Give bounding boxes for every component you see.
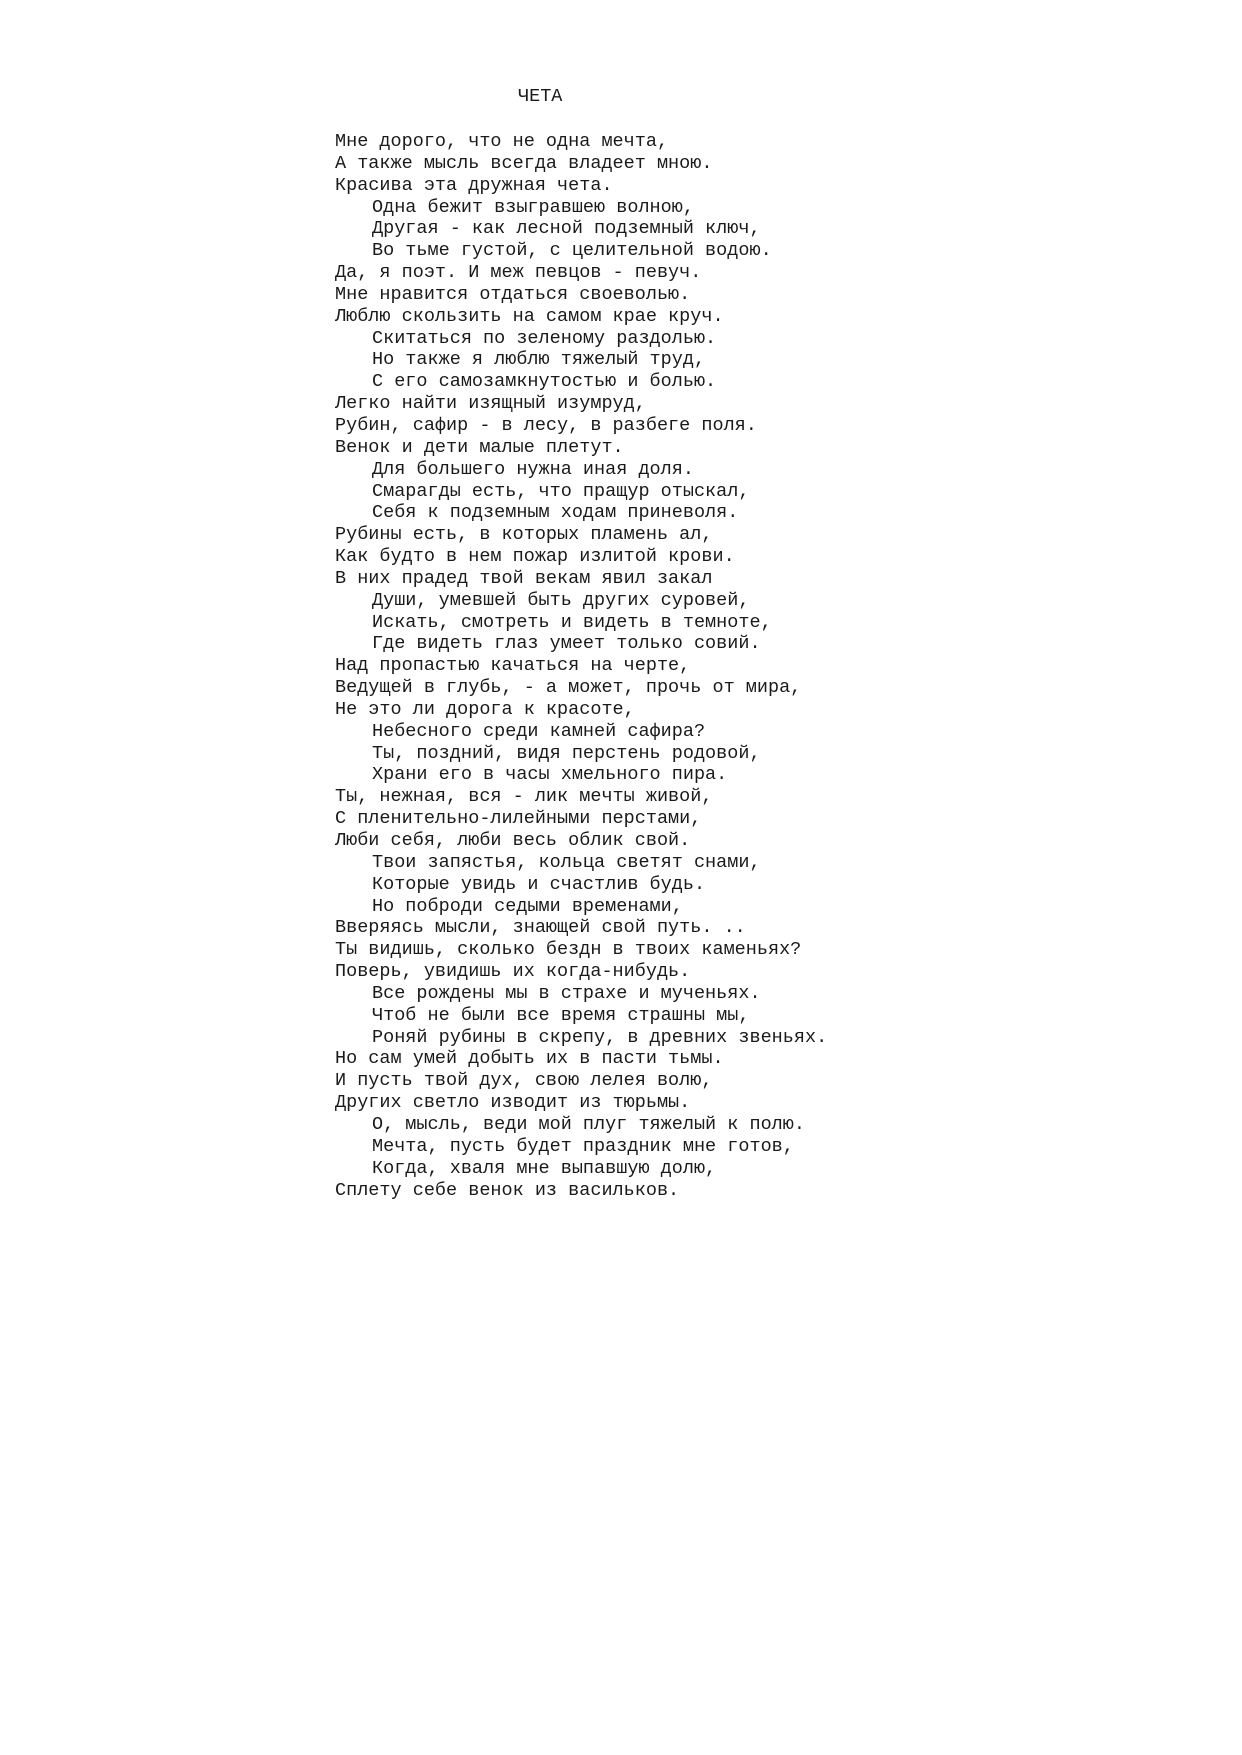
poem-line: Небесного среди камней сафира? (372, 720, 706, 742)
poem-line: Ты видишь, сколько бездн в твоих каменьях? (335, 939, 802, 961)
poem-line: Других светло изводит из тюрьмы. (335, 1092, 691, 1114)
poem-line: Вверяясь мысли, знающей свой путь. .. (335, 917, 746, 939)
poem-line: Одна бежит взыгравшею волною, (372, 196, 694, 218)
poem-line: Сплету себе венок из васильков. (335, 1179, 680, 1201)
poem-line: Твои запястья, кольца светят снами, (372, 851, 761, 873)
poem-line: В них прадед твой векам явил закал (335, 567, 713, 589)
poem-line: Во тьме густой, с целительной водою. (372, 240, 772, 262)
poem-line: Не это ли дорога к красоте, (335, 698, 635, 720)
poem-line: Смарагды есть, что пращур отыскал, (372, 480, 750, 502)
poem-line: И пусть твой дух, свою лелея волю, (335, 1070, 713, 1092)
poem-line: Но также я люблю тяжелый труд, (372, 349, 706, 371)
poem-line: Как будто в нем пожар излитой крови. (335, 546, 735, 568)
poem-line: О, мысль, веди мой плуг тяжелый к полю. (372, 1113, 805, 1135)
poem-title: ЧЕТА (518, 86, 563, 107)
poem-line: Но поброди седыми временами, (372, 895, 683, 917)
poem-line: Другая - как лесной подземный ключ, (372, 218, 761, 240)
poem-line: Да, я поэт. И меж певцов - певуч. (335, 262, 702, 284)
poem-line: Все рождены мы в страхе и мученьях. (372, 982, 761, 1004)
poem-line: Красива эта дружная чета. (335, 174, 613, 196)
poem-line: А также мысль всегда владеет мною. (335, 152, 713, 174)
poem-line: Поверь, увидишь их когда-нибудь. (335, 961, 691, 983)
poem-line: Ты, нежная, вся - лик мечты живой, (335, 786, 713, 808)
poem-line: Скитаться по зеленому раздолью. (372, 327, 717, 349)
poem-line: Когда, хваля мне выпавшую долю, (372, 1157, 717, 1179)
poem-line: Души, умевшей быть других суровей, (372, 589, 750, 611)
poem-line: Легко найти изящный изумруд, (335, 393, 646, 415)
poem-line: Себя к подземным ходам приневоля. (372, 502, 739, 524)
poem-line: Ведущей в глубь, - а может, прочь от мира, (335, 677, 802, 699)
poem-line: Но сам умей добыть их в пасти тьмы. (335, 1048, 724, 1070)
poem-line: Рубины есть, в которых пламень ал, (335, 524, 713, 546)
poem-line: Люби себя, люби весь облик свой. (335, 830, 691, 851)
poem-line: Мне дорого, что не одна мечта, (335, 131, 669, 152)
poem-line: Храни его в часы хмельного пира. (372, 764, 728, 786)
poem-line: Мне нравится отдаться своеволью. (335, 283, 691, 305)
poem-line: Ты, поздний, видя перстень родовой, (372, 742, 761, 764)
poem-line: С его самозамкнутостью и болью. (372, 371, 717, 393)
poem-line: Искать, смотреть и видеть в темноте, (372, 611, 772, 633)
poem-line: Люблю скользить на самом крае круч. (335, 305, 724, 327)
poem-line: Рубин, сафир - в лесу, в разбеге поля. (335, 414, 757, 436)
poem-line: Мечта, пусть будет праздник мне готов, (372, 1135, 794, 1157)
poem-line: Над пропастью качаться на черте, (335, 655, 691, 677)
poem-line: Где видеть глаз умеет только совий. (372, 633, 761, 655)
poem-line: Венок и дети малые плетут. (335, 436, 624, 458)
poem-line: Для большего нужна иная доля. (372, 458, 694, 480)
poem-line: Чтоб не были все время страшны мы, (372, 1004, 750, 1026)
poem-line: Которые увидь и счастлив будь. (372, 873, 706, 895)
poem-line: Роняй рубины в скрепу, в древних звеньях. (372, 1026, 828, 1048)
poem-body (335, 131, 827, 1201)
poem-line: С пленительно-лилейными перстами, (335, 808, 702, 830)
